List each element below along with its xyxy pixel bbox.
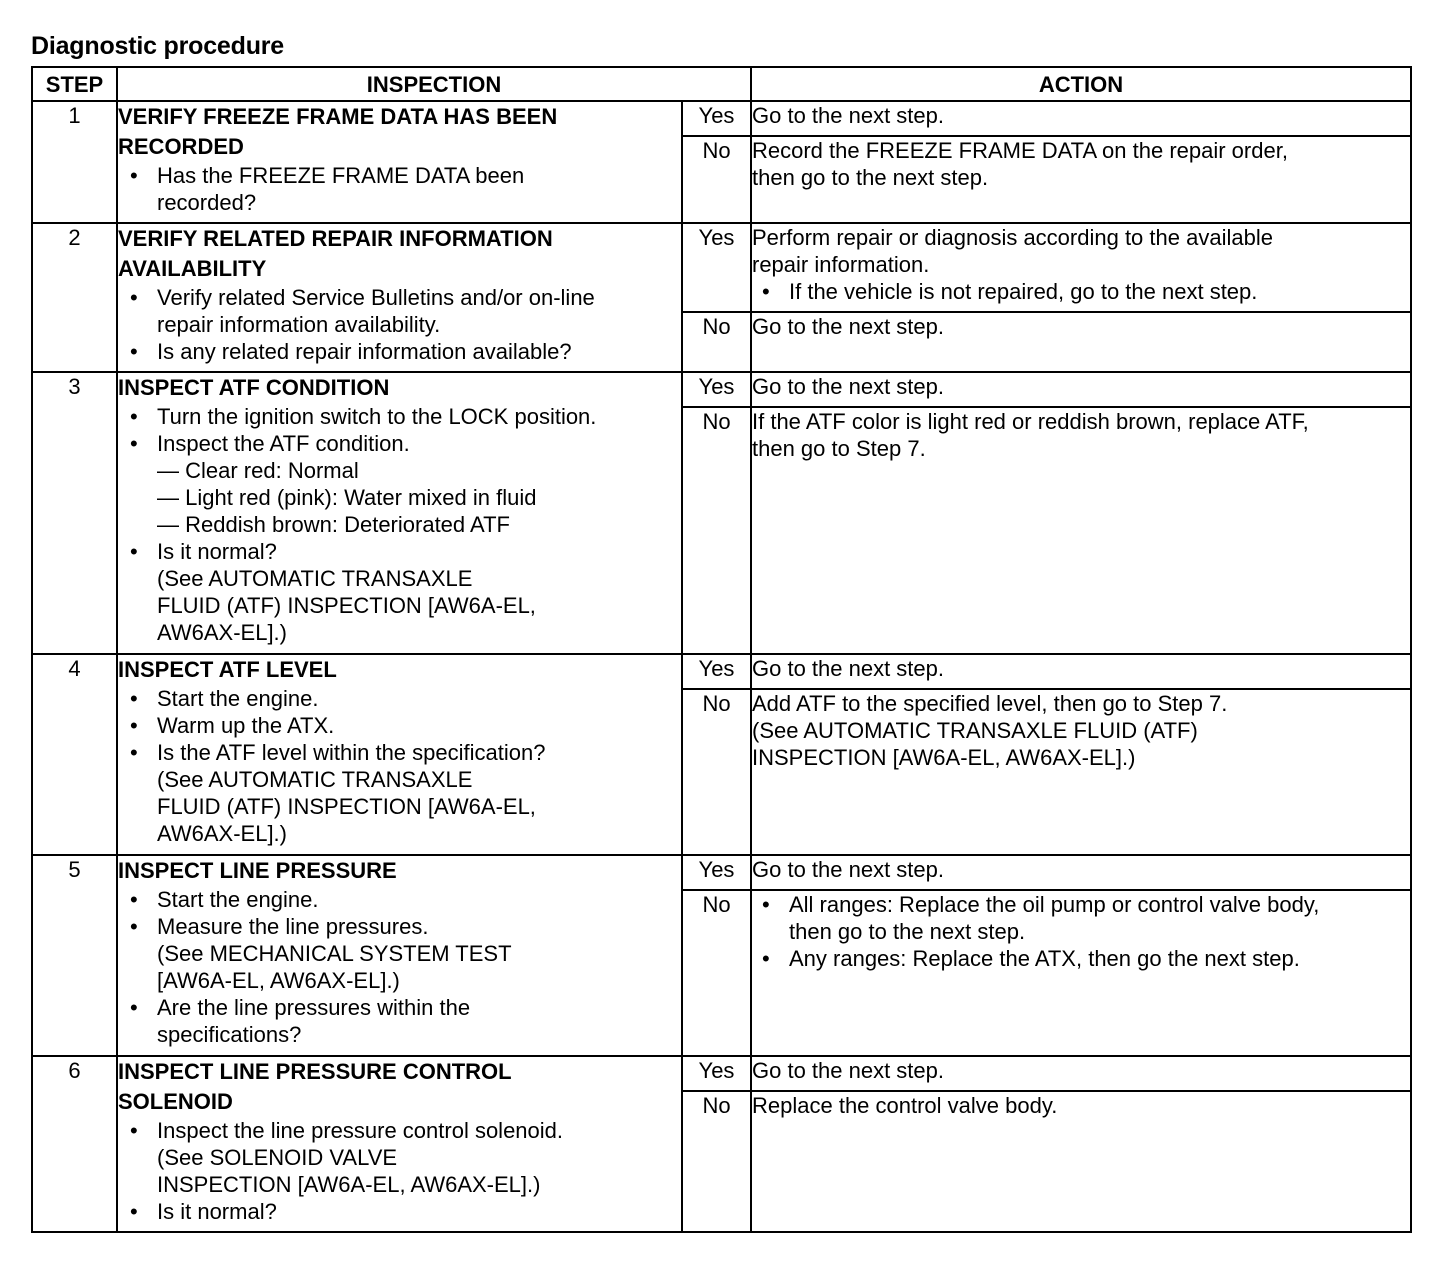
action-text (752, 373, 1410, 400)
action-line: Add ATF to the specified level, then go to Step 7. (752, 691, 1228, 716)
yes-label: Yes (682, 101, 751, 136)
bullet-line: specifications? (157, 1022, 302, 1047)
action-line: repair information. (752, 252, 930, 277)
list-item (118, 739, 681, 847)
list-item (118, 284, 681, 338)
bullet-line: repair information availability. (157, 312, 441, 337)
inspection-heading (118, 1057, 681, 1117)
heading-line: INSPECT ATF CONDITION (118, 375, 390, 400)
bullet-line: • Is any related repair information available? (157, 339, 572, 364)
heading-line: INSPECT LINE PRESSURE CONTROL (118, 1059, 512, 1084)
action-text (752, 856, 1410, 883)
action-line: Replace the control valve body. (752, 1093, 1058, 1118)
action-text (752, 137, 1410, 191)
no-label: No (682, 890, 751, 1056)
action-bullets (752, 278, 1410, 305)
yes-action (751, 1056, 1411, 1091)
list-item: • If the vehicle is not repaired, go to the next step. (752, 278, 1410, 305)
inspection-cell (117, 1056, 682, 1232)
heading-line: RECORDED (118, 134, 244, 159)
list-item (118, 538, 681, 646)
inspection-heading (118, 373, 681, 403)
reference-line: AW6AX-EL].) (157, 620, 287, 645)
table-row (32, 855, 1411, 890)
no-action (751, 407, 1411, 654)
list-item (118, 712, 681, 739)
reference-line: (See AUTOMATIC TRANSAXLE (157, 767, 473, 792)
inspection-bullets (118, 284, 681, 365)
bullet-line: • Is it normal? (157, 1199, 277, 1224)
action-line: Perform repair or diagnosis according to the available (752, 225, 1273, 250)
action-line: then go to Step 7. (752, 436, 926, 461)
header-action: ACTION (751, 67, 1411, 101)
reference-line: AW6AX-EL].) (157, 821, 287, 846)
action-text (752, 655, 1410, 682)
no-label: No (682, 1091, 751, 1232)
list-item (118, 338, 681, 365)
header-inspection: INSPECTION (117, 67, 751, 101)
yes-action (751, 654, 1411, 689)
reference-line: INSPECTION [AW6A-EL, AW6AX-EL].) (157, 1172, 541, 1197)
reference-line: FLUID (ATF) INSPECTION [AW6A-EL, (157, 794, 536, 819)
step-number: 5 (32, 855, 117, 1056)
action-line: Go to the next step. (752, 1058, 945, 1083)
reference-line: [AW6A-EL, AW6AX-EL].) (157, 968, 400, 993)
step-number: 6 (32, 1056, 117, 1232)
bullet-line: • Inspect the line pressure control solenoid. (157, 1118, 564, 1143)
inspection-heading (118, 224, 681, 284)
action-line: Go to the next step. (752, 314, 945, 339)
no-action (751, 312, 1411, 372)
heading-line: VERIFY RELATED REPAIR INFORMATION (118, 226, 553, 251)
step-number: 1 (32, 101, 117, 223)
yes-label: Yes (682, 372, 751, 407)
bullet-line: • Start the engine. (157, 686, 319, 711)
table-row (32, 101, 1411, 136)
list-item (118, 1198, 681, 1225)
bullet-line: • Start the engine. (157, 887, 319, 912)
action-line: (See AUTOMATIC TRANSAXLE FLUID (ATF) (752, 718, 1198, 743)
heading-line: SOLENOID (118, 1089, 233, 1114)
reference-line: (See AUTOMATIC TRANSAXLE (157, 566, 473, 591)
no-action (751, 890, 1411, 1056)
action-bullets (752, 891, 1410, 972)
reference-line: (See MECHANICAL SYSTEM TEST (157, 941, 512, 966)
action-line: Record the FREEZE FRAME DATA on the repair order, (752, 138, 1288, 163)
list-item (118, 1117, 681, 1198)
bullet-line: • Measure the line pressures. (157, 914, 429, 939)
yes-label: Yes (682, 654, 751, 689)
condition-line: — Light red (pink): Water mixed in fluid (157, 485, 537, 510)
inspection-bullets (118, 1117, 681, 1225)
no-label: No (682, 407, 751, 654)
list-item (752, 945, 1410, 972)
action-line: Go to the next step. (752, 656, 945, 681)
inspection-bullets (118, 403, 681, 646)
no-label: No (682, 312, 751, 372)
inspection-cell (117, 654, 682, 855)
bullet-line: • Verify related Service Bulletins and/or on-line (157, 285, 595, 310)
action-text (752, 690, 1410, 771)
inspection-cell (117, 101, 682, 223)
bullet-line: • Are the line pressures within the (157, 995, 471, 1020)
bullet-line: • Is the ATF level within the specification? (157, 740, 546, 765)
step-number: 4 (32, 654, 117, 855)
heading-line: AVAILABILITY (118, 256, 267, 281)
list-item (752, 891, 1410, 945)
action-line: • All ranges: Replace the oil pump or control valve body, (789, 892, 1320, 917)
action-line: Go to the next step. (752, 103, 945, 128)
action-text (752, 102, 1410, 129)
table-row (32, 372, 1411, 407)
no-label: No (682, 136, 751, 223)
condition-line: — Clear red: Normal (157, 458, 359, 483)
list-item (118, 685, 681, 712)
action-text (752, 1057, 1410, 1084)
diagnostic-table (31, 66, 1412, 1233)
action-text (752, 1092, 1410, 1119)
no-action (751, 689, 1411, 855)
no-action (751, 1091, 1411, 1232)
action-line: then go to the next step. (752, 165, 989, 190)
bullet-line: recorded? (157, 190, 257, 215)
step-number: 2 (32, 223, 117, 372)
step-number: 3 (32, 372, 117, 654)
list-item (118, 913, 681, 994)
heading-line: INSPECT ATF LEVEL (118, 657, 337, 682)
action-line: then go to the next step. (789, 919, 1026, 944)
inspection-cell (117, 855, 682, 1056)
no-label: No (682, 689, 751, 855)
inspection-heading (118, 856, 681, 886)
heading-line: INSPECT LINE PRESSURE (118, 858, 397, 883)
table-row (32, 654, 1411, 689)
page-title: Diagnostic procedure (31, 32, 284, 60)
inspection-heading (118, 655, 681, 685)
action-line: Go to the next step. (752, 857, 945, 882)
yes-label: Yes (682, 223, 751, 312)
inspection-bullets (118, 162, 681, 216)
action-line: INSPECTION [AW6A-EL, AW6AX-EL].) (752, 745, 1136, 770)
reference-line: FLUID (ATF) INSPECTION [AW6A-EL, (157, 593, 536, 618)
bullet-line: • Is it normal? (157, 539, 277, 564)
action-text (752, 224, 1410, 278)
inspection-bullets (118, 886, 681, 1048)
list-item (118, 886, 681, 913)
list-item (118, 430, 681, 538)
action-line: • Any ranges: Replace the ATX, then go the next step. (789, 946, 1300, 971)
inspection-bullets (118, 685, 681, 847)
bullet-line: • Warm up the ATX. (157, 713, 335, 738)
table-row (32, 223, 1411, 312)
action-line: If the ATF color is light red or reddish brown, replace ATF, (752, 409, 1309, 434)
bullet-line: • Inspect the ATF condition. (157, 431, 410, 456)
header-row (32, 67, 1411, 101)
table-row (32, 1056, 1411, 1091)
yes-label: Yes (682, 855, 751, 890)
yes-action (751, 101, 1411, 136)
heading-line: VERIFY FREEZE FRAME DATA HAS BEEN (118, 104, 558, 129)
reference-line: (See SOLENOID VALVE (157, 1145, 398, 1170)
no-action (751, 136, 1411, 223)
yes-action (751, 223, 1411, 312)
list-item (118, 994, 681, 1048)
inspection-heading (118, 102, 681, 162)
list-item (118, 403, 681, 430)
header-step: STEP (32, 67, 117, 101)
yes-label: Yes (682, 1056, 751, 1091)
condition-line: — Reddish brown: Deteriorated ATF (157, 512, 510, 537)
list-item (118, 162, 681, 216)
bullet-line: • Has the FREEZE FRAME DATA been (157, 163, 525, 188)
action-text (752, 313, 1410, 340)
inspection-cell (117, 372, 682, 654)
action-text (752, 408, 1410, 462)
inspection-cell (117, 223, 682, 372)
yes-action (751, 855, 1411, 890)
action-line: Go to the next step. (752, 374, 945, 399)
bullet-line: • Turn the ignition switch to the LOCK position. (157, 404, 597, 429)
yes-action (751, 372, 1411, 407)
